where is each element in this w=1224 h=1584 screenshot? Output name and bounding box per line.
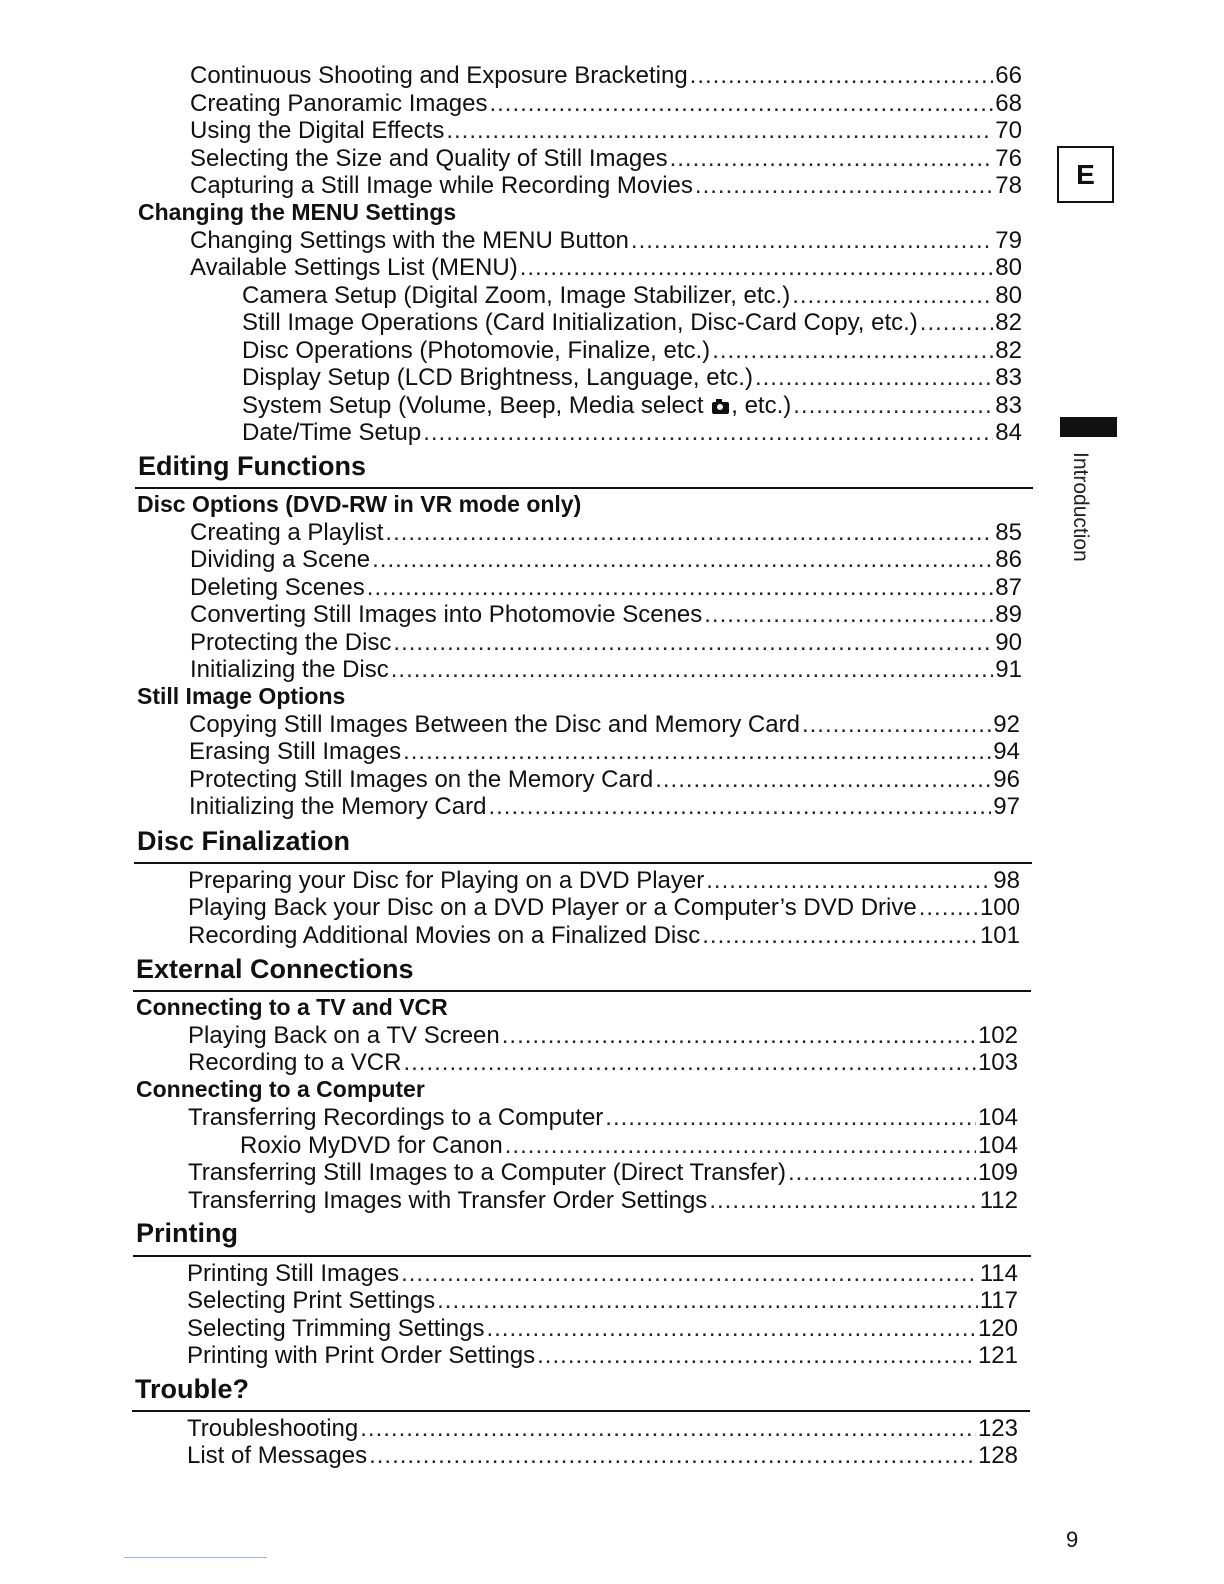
toc-entry-page: 104 [977,1132,1018,1159]
toc-entry-title: Selecting the Size and Quality of Still Images [190,145,668,172]
dot-leader [520,254,994,281]
dot-leader [712,337,993,364]
toc-entry[interactable] [189,738,1020,765]
toc-entry-page: 128 [977,1442,1018,1469]
toc-entry[interactable] [188,867,1020,894]
toc-entry[interactable] [190,546,1022,573]
dot-leader [367,574,994,601]
toc-entry-page: 76 [995,145,1022,172]
toc-entry[interactable] [188,1022,1018,1049]
dot-leader [423,419,993,446]
toc-entry-page: 90 [995,629,1022,656]
dot-leader [489,90,993,117]
toc-entry-page: 96 [993,766,1020,793]
toc-entry-title: Camera Setup (Digital Zoom, Image Stabilizer, etc.) [242,282,791,309]
toc-entry[interactable] [190,574,1022,601]
toc-entry[interactable] [188,894,1020,921]
toc-entry[interactable] [188,1049,1018,1076]
dot-leader [537,1342,976,1369]
toc-entry[interactable] [242,309,1022,336]
toc-entry-page: 66 [995,62,1022,89]
toc-entry[interactable] [190,254,1022,281]
toc-entry-page: 68 [995,90,1022,117]
dot-leader [446,117,993,144]
toc-entry-title: Selecting Print Settings [187,1287,436,1314]
toc-entry-title: Playing Back on a TV Screen [188,1022,500,1049]
section-divider [133,1255,1031,1257]
toc-entry-page: 91 [995,656,1022,683]
toc-entry-page: 70 [995,117,1022,144]
section-label: Introduction [1069,452,1092,562]
toc-entry[interactable] [187,1315,1018,1342]
toc-entry-title-part: System Setup (Volume, Beep, Media select [242,392,711,419]
dot-leader [393,629,993,656]
section-heading: Printing [136,1218,238,1248]
dot-leader [690,62,994,89]
dot-leader [488,793,991,820]
toc-entry[interactable] [189,766,1020,793]
toc-entry[interactable] [190,172,1022,199]
toc-entry-title: Printing Still Images [187,1260,400,1287]
dot-leader [793,392,993,419]
toc-entry-page: 120 [977,1315,1018,1342]
page-number: 9 [1066,1527,1079,1552]
toc-entry-title: Troubleshooting [187,1415,359,1442]
toc-entry[interactable] [188,922,1020,949]
toc-entry-page: 102 [977,1022,1018,1049]
toc-entry-title: Converting Still Images into Photomovie Scenes [190,601,703,628]
subsection-heading: Connecting to a Computer [136,1076,425,1102]
section-divider [134,862,1032,864]
toc-entry-page: 80 [995,254,1022,281]
toc-entry[interactable] [187,1442,1018,1469]
toc-entry[interactable] [190,601,1022,628]
toc-entry-page: 97 [993,793,1020,820]
subsection-heading: Disc Options (DVD-RW in VR mode only) [137,491,582,517]
toc-entry-title: Transferring Still Images to a Computer (Direct Transfer) [188,1159,786,1186]
dot-leader [505,1132,976,1159]
toc-entry-title: Capturing a Still Image while Recording Movies [190,172,693,199]
toc-entry-title: Transferring Recordings to a Computer [188,1104,604,1131]
toc-entry-page: 85 [995,519,1022,546]
dot-leader [631,227,993,254]
toc-entry-title: Continuous Shooting and Exposure Bracketing [190,62,688,89]
dot-leader [702,922,978,949]
dot-leader [369,1442,976,1469]
toc-entry-page: 100 [979,894,1020,921]
dot-leader [670,145,994,172]
toc-entry-page: 78 [995,172,1022,199]
toc-entry[interactable] [240,1132,1018,1159]
toc-entry-title: Recording Additional Movies on a Finalized Disc [188,922,701,949]
dot-leader [755,364,993,391]
toc-entry[interactable] [188,1104,1018,1131]
toc-entry[interactable] [242,364,1022,391]
section-heading: Trouble? [135,1374,249,1404]
toc-entry[interactable] [187,1342,1018,1369]
toc-entry-title: Playing Back your Disc on a DVD Player or a Computer’s DVD Drive [188,894,917,921]
toc-entry-title: Selecting Trimming Settings [187,1315,485,1342]
toc-entry-page: 109 [977,1159,1018,1186]
toc-entry-title-part: , etc.) [731,392,792,419]
toc-entry-page: 87 [995,574,1022,601]
subsection-heading: Still Image Options [137,683,346,709]
dot-leader [919,894,978,921]
toc-entry-page: 121 [977,1342,1018,1369]
toc-entry[interactable] [242,282,1022,309]
dot-leader [486,1315,975,1342]
toc-entry[interactable] [189,711,1020,738]
dot-leader [372,546,993,573]
toc-entry-title: Printing with Print Order Settings [187,1342,536,1369]
toc-entry-title: Disc Operations (Photomovie, Finalize, etc.) [242,337,711,364]
dot-leader [695,172,993,199]
toc-entry-title: Transferring Images with Transfer Order Settings [188,1187,708,1214]
dot-leader [605,1104,976,1131]
toc-entry[interactable] [188,1187,1018,1214]
toc-entry-page: 83 [995,364,1022,391]
toc-entry-title: Still Image Operations (Card Initialization, Disc-Card Copy, etc.) [242,309,918,336]
toc-entry[interactable] [189,793,1020,820]
toc-entry-title: Creating a Playlist [190,519,384,546]
toc-entry-page: 104 [977,1104,1018,1131]
section-divider [132,1410,1030,1412]
toc-entry[interactable] [190,62,1022,89]
toc-entry-title: Erasing Still Images [189,738,402,765]
dot-leader [437,1287,978,1314]
toc-entry[interactable] [190,227,1022,254]
dot-leader [706,867,991,894]
toc-entry-title: Changing Settings with the MENU Button [190,227,629,254]
toc-entry[interactable] [190,145,1022,172]
toc-entry-page: 98 [993,867,1020,894]
toc-entry-page: 82 [995,337,1022,364]
scan-artifact-line [124,1557,267,1558]
dot-leader [792,282,993,309]
dot-leader [403,1049,976,1076]
dot-leader [401,1260,978,1287]
toc-entry-page: 84 [995,419,1022,446]
toc-entry-title: List of Messages [187,1442,368,1469]
language-tab: E [1057,146,1114,203]
dot-leader [704,601,993,628]
toc-entry-title: Deleting Scenes [190,574,365,601]
toc-entry-page: 101 [979,922,1020,949]
toc-entry-title: Initializing the Disc [190,656,389,683]
toc-entry-page: 94 [993,738,1020,765]
toc-entry[interactable] [187,1260,1018,1287]
section-heading: Editing Functions [138,451,366,481]
toc-entry[interactable] [242,419,1022,446]
dot-leader [403,738,991,765]
dot-leader [360,1415,976,1442]
toc-entry-title: Copying Still Images Between the Disc and Memory Card [189,711,800,738]
section-heading: Disc Finalization [137,826,351,856]
section-divider [133,990,1031,992]
toc-entry[interactable] [242,337,1022,364]
toc-entry-page: 89 [995,601,1022,628]
dot-leader [920,309,994,336]
camera-icon [712,402,729,414]
toc-entry-title: Recording to a VCR [188,1049,402,1076]
toc-entry-title: Roxio MyDVD for Canon [240,1132,503,1159]
toc-entry-title: Date/Time Setup [242,419,422,446]
toc-entry-title: Display Setup (LCD Brightness, Language, etc.) [242,364,753,391]
toc-entry[interactable] [190,519,1022,546]
dot-leader [502,1022,976,1049]
toc-entry-title: Dividing a Scene [190,546,371,573]
toc-entry-page: 80 [995,282,1022,309]
toc-entry-page: 92 [993,711,1020,738]
toc-entry-page: 86 [995,546,1022,573]
section-marker-bar [1060,417,1117,437]
toc-entry-page: 114 [979,1260,1018,1287]
subsection-heading: Connecting to a TV and VCR [136,994,448,1020]
toc-entry-title: Protecting the Disc [190,629,392,656]
toc-entry[interactable] [187,1287,1018,1314]
toc-entry-title: Creating Panoramic Images [190,90,488,117]
dot-leader [802,711,991,738]
toc-entry-title: Using the Digital Effects [190,117,445,144]
toc-entry-title: Available Settings List (MENU) [190,254,518,281]
subsection-heading: Changing the MENU Settings [138,199,457,225]
toc-entry[interactable] [187,1415,1018,1442]
toc-entry[interactable] [190,117,1022,144]
toc-entry[interactable] [188,1159,1018,1186]
dot-leader [709,1187,977,1214]
section-divider [135,487,1033,489]
toc-entry-page: 83 [995,392,1022,419]
toc-entry-page: 82 [995,309,1022,336]
toc-entry-page: 117 [979,1287,1018,1314]
toc-entry-title: Initializing the Memory Card [189,793,487,820]
toc-entry-title [242,392,791,419]
toc-entry-title: Preparing your Disc for Playing on a DVD Player [188,867,705,894]
dot-leader [391,656,994,683]
toc-entry-page: 123 [977,1415,1018,1442]
toc-entry-page: 103 [977,1049,1018,1076]
dot-leader [788,1159,976,1186]
toc-entry[interactable] [242,392,1022,419]
toc-entry[interactable] [190,656,1022,683]
dot-leader [385,519,993,546]
section-heading: External Connections [136,954,414,984]
dot-leader [655,766,991,793]
toc-entry-title: Protecting Still Images on the Memory Card [189,766,654,793]
toc-entry-page: 112 [979,1187,1018,1214]
toc-entry-page: 79 [995,227,1022,254]
toc-entry[interactable] [190,629,1022,656]
toc-entry[interactable] [190,90,1022,117]
